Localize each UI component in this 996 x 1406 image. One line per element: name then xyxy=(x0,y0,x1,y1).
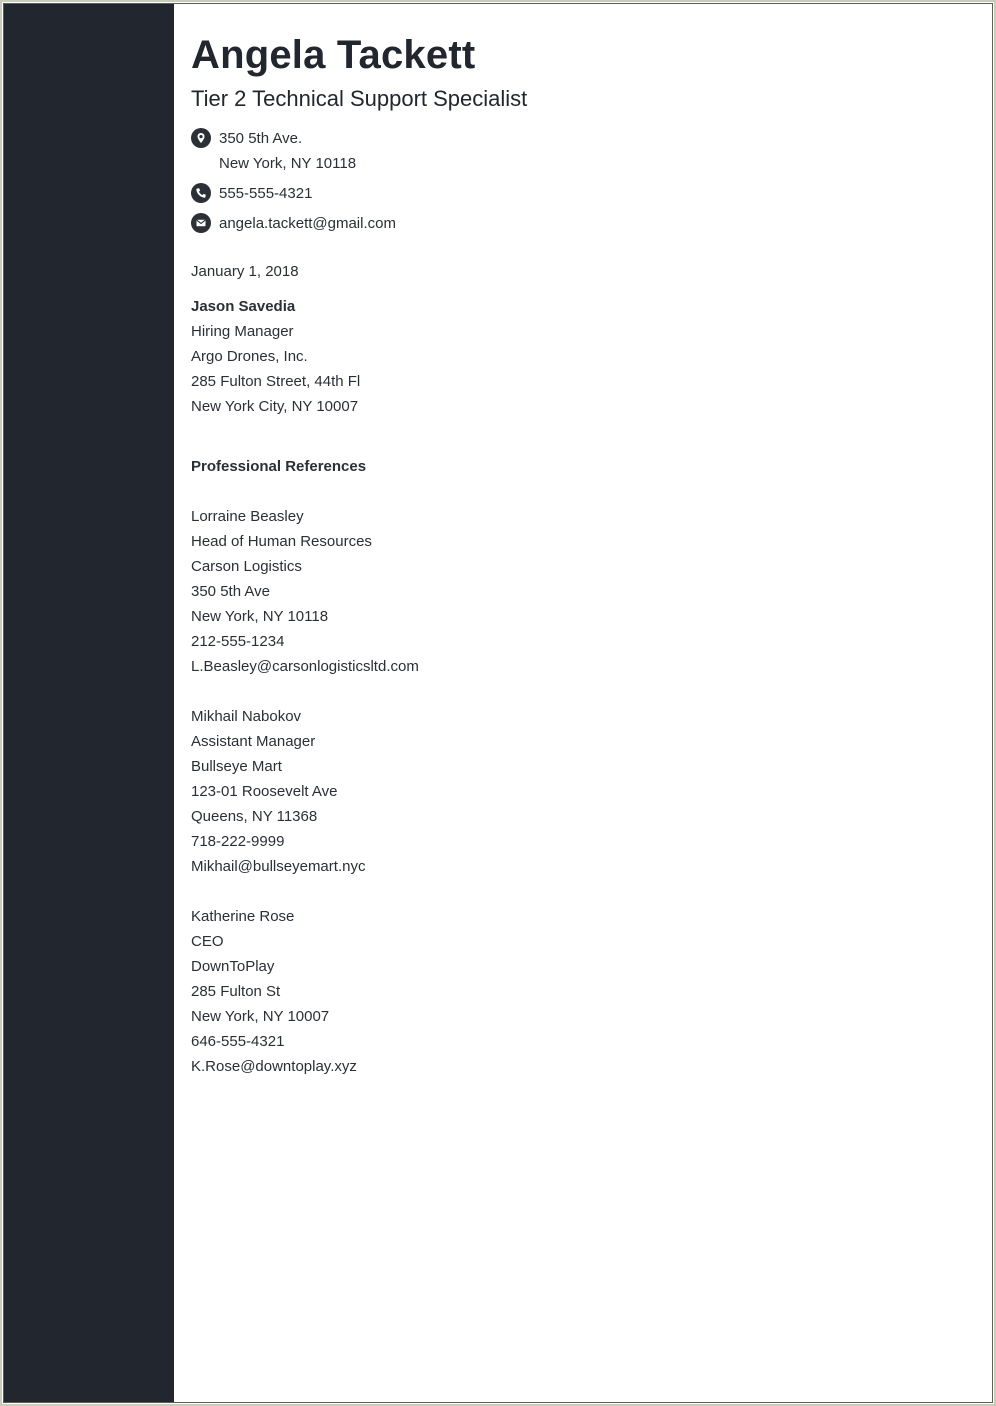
reference-name: Katherine Rose xyxy=(191,908,295,925)
email-address[interactable]: angela.tackett@gmail.com xyxy=(219,215,396,232)
applicant-name: Angela Tackett xyxy=(191,33,476,77)
reference-company: Carson Logistics xyxy=(191,558,302,575)
reference-role: Assistant Manager xyxy=(191,733,316,750)
reference-street: 123-01 Roosevelt Ave xyxy=(191,783,338,800)
reference-email[interactable]: K.Rose@downtoplay.xyz xyxy=(191,1058,357,1075)
reference-company: DownToPlay xyxy=(191,958,275,975)
recipient-city: New York City, NY 10007 xyxy=(191,398,359,415)
contact-info xyxy=(191,126,971,236)
reference-entry xyxy=(191,904,971,1079)
reference-phone[interactable]: 212-555-1234 xyxy=(191,633,285,650)
reference-role: CEO xyxy=(191,933,224,950)
contact-phone xyxy=(191,181,971,206)
reference-phone[interactable]: 718-222-9999 xyxy=(191,833,285,850)
letter-content xyxy=(191,32,971,1079)
reference-name: Mikhail Nabokov xyxy=(191,708,302,725)
email-icon xyxy=(191,213,211,233)
reference-entry xyxy=(191,504,971,679)
reference-street: 350 5th Ave xyxy=(191,583,270,600)
sidebar-bar xyxy=(4,4,174,1402)
recipient-name: Jason Savedia xyxy=(191,298,296,315)
contact-email xyxy=(191,211,971,236)
reference-entry xyxy=(191,704,971,879)
references-heading: Professional References xyxy=(191,458,367,475)
location-pin-icon xyxy=(191,128,211,148)
phone-icon xyxy=(191,183,211,203)
letter-date: January 1, 2018 xyxy=(191,263,299,280)
reference-email[interactable]: L.Beasley@carsonlogisticsltd.com xyxy=(191,658,419,675)
address-line-1: 350 5th Ave. xyxy=(219,130,303,147)
reference-company: Bullseye Mart xyxy=(191,758,282,775)
phone-number[interactable]: 555-555-4321 xyxy=(219,185,313,202)
reference-phone[interactable]: 646-555-4321 xyxy=(191,1033,285,1050)
reference-role: Head of Human Resources xyxy=(191,533,372,550)
reference-city: New York, NY 10007 xyxy=(191,1008,330,1025)
reference-city: Queens, NY 11368 xyxy=(191,808,318,825)
page-frame xyxy=(3,3,993,1403)
contact-address xyxy=(191,126,971,176)
recipient-role: Hiring Manager xyxy=(191,323,294,340)
recipient-block xyxy=(191,294,971,419)
applicant-title: Tier 2 Technical Support Specialist xyxy=(191,86,528,111)
recipient-street: 285 Fulton Street, 44th Fl xyxy=(191,373,361,390)
recipient-company: Argo Drones, Inc. xyxy=(191,348,308,365)
reference-city: New York, NY 10118 xyxy=(191,608,329,625)
reference-street: 285 Fulton St xyxy=(191,983,281,1000)
reference-email[interactable]: Mikhail@bullseyemart.nyc xyxy=(191,858,366,875)
address-lines xyxy=(219,126,356,176)
reference-name: Lorraine Beasley xyxy=(191,508,304,525)
address-line-2: New York, NY 10118 xyxy=(219,155,357,172)
